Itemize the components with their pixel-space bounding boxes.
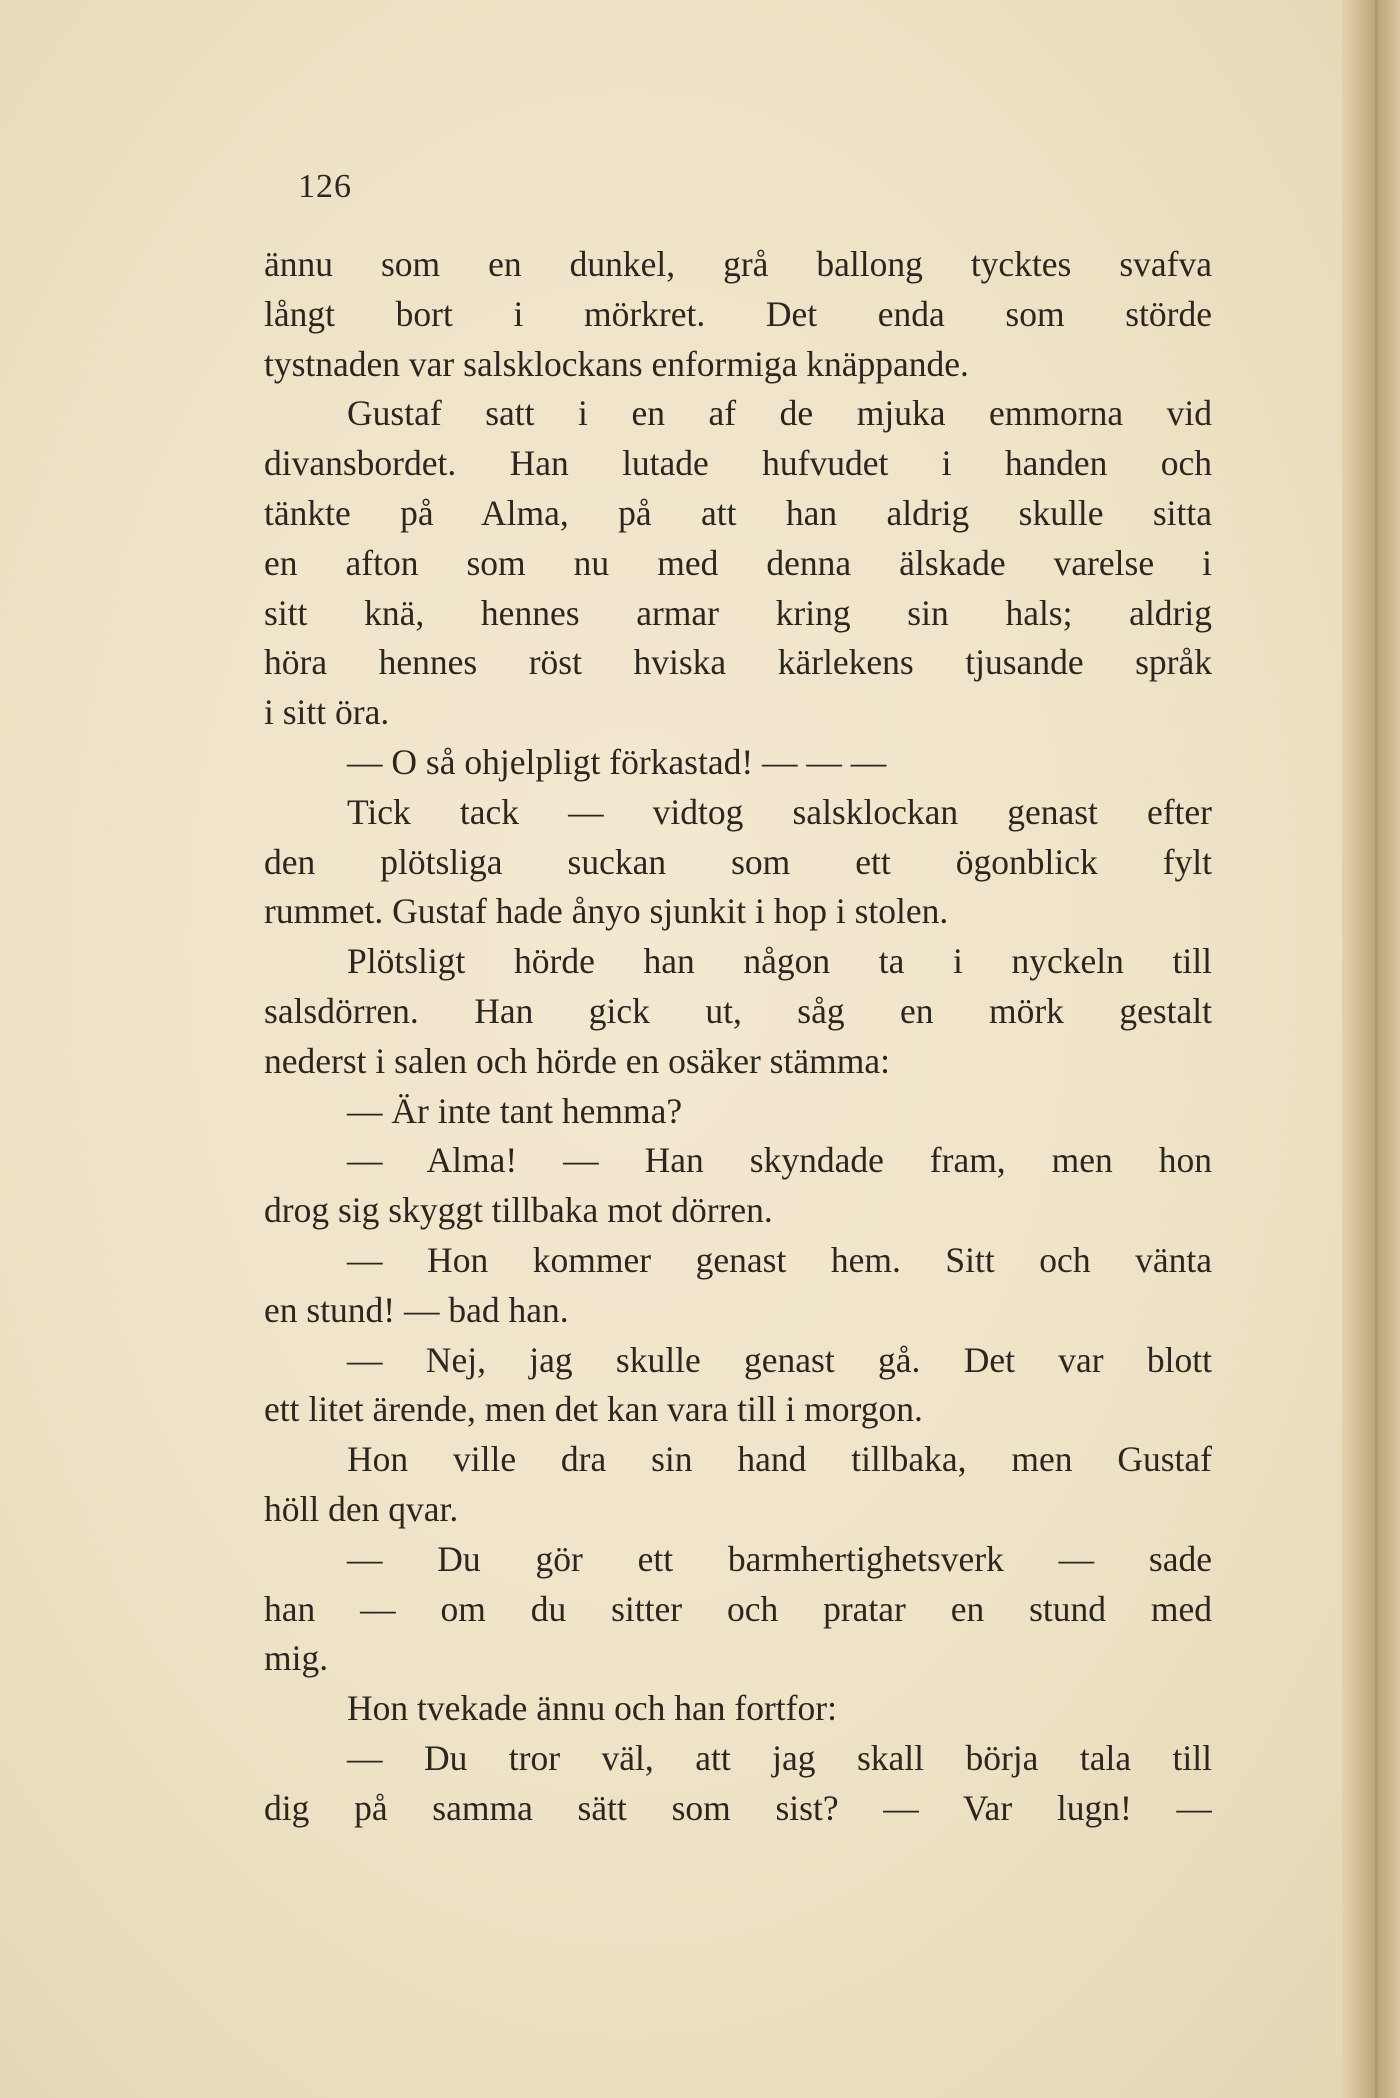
text-line: Hon ville dra sin hand tillbaka, men Gustaf bbox=[347, 1439, 1212, 1480]
text-line: salsdörren. Han gick ut, såg en mörk gestalt bbox=[264, 990, 1212, 1031]
text-line: — Du tror väl, att jag skall börja tala till bbox=[347, 1737, 1212, 1778]
text-line: Tick tack — vidtog salsklockan genast efter bbox=[347, 791, 1212, 832]
text-line: mig. bbox=[264, 1638, 329, 1679]
text-line: divansbordet. Han lutade hufvudet i handen och bbox=[264, 443, 1212, 484]
text-line: — O så ohjelpligt förkastad! — — — bbox=[347, 741, 887, 782]
text-line: — Nej, jag skulle genast gå. Det var blott bbox=[347, 1339, 1212, 1380]
text-line: Hon tvekade ännu och han fortfor: bbox=[347, 1688, 837, 1729]
page-number: 126 bbox=[298, 168, 352, 205]
gutter-line bbox=[1375, 0, 1378, 2098]
text-line: tänkte på Alma, på att han aldrig skulle sitta bbox=[264, 492, 1212, 533]
text-line: höra hennes röst hviska kärlekens tjusande språk bbox=[264, 642, 1212, 683]
text-line: tystnaden var salsklockans enformiga knäppande. bbox=[264, 343, 969, 384]
text-line: Gustaf satt i en af de mjuka emmorna vid bbox=[347, 393, 1212, 434]
body-text bbox=[264, 240, 1212, 1834]
text-line: — Alma! — Han skyndade fram, men hon bbox=[347, 1140, 1212, 1181]
text-line: höll den qvar. bbox=[264, 1488, 459, 1529]
text-line: han — om du sitter och pratar en stund med bbox=[264, 1588, 1212, 1629]
text-line: ett litet ärende, men det kan vara till i morgon. bbox=[264, 1389, 923, 1430]
text-line: — Hon kommer genast hem. Sitt och vänta bbox=[347, 1239, 1212, 1280]
text-line: rummet. Gustaf hade ånyo sjunkit i hop i stolen. bbox=[264, 891, 949, 932]
text-line: den plötsliga suckan som ett ögonblick fylt bbox=[264, 841, 1212, 882]
text-line: — Du gör ett barmhertighetsverk — sade bbox=[347, 1538, 1212, 1579]
text-line: nederst i salen och hörde en osäker stämma: bbox=[264, 1040, 890, 1081]
text-line: sitt knä, hennes armar kring sin hals; aldrig bbox=[264, 592, 1212, 633]
text-line: dig på samma sätt som sist? — Var lugn! — bbox=[264, 1787, 1212, 1828]
text-line: långt bort i mörkret. Det enda som störde bbox=[264, 293, 1212, 334]
text-line: drog sig skyggt tillbaka mot dörren. bbox=[264, 1190, 773, 1231]
text-line: ännu som en dunkel, grå ballong tycktes svafva bbox=[264, 244, 1212, 284]
text-line: Plötsligt hörde han någon ta i nyckeln till bbox=[347, 941, 1212, 982]
page-gutter bbox=[1342, 0, 1400, 2098]
text-line: i sitt öra. bbox=[264, 692, 390, 733]
text-line: — Är inte tant hemma? bbox=[347, 1090, 683, 1131]
text-line: en stund! — bad han. bbox=[264, 1289, 569, 1330]
text-line: en afton som nu med denna älskade varelse i bbox=[264, 542, 1212, 583]
